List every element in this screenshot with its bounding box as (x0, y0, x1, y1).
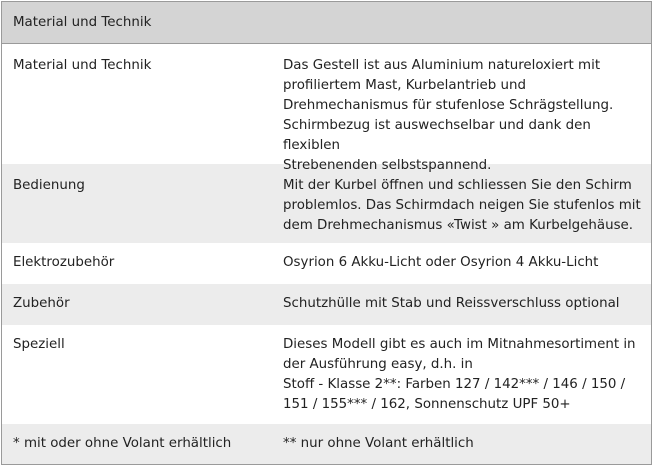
row-label: Zubehör (13, 296, 70, 311)
footnote-no-volant: ** nur ohne Volant erhältlich (283, 436, 474, 451)
table-row (2, 243, 651, 284)
row-label: Elektrozubehör (13, 255, 115, 270)
row-label: Speziell (13, 337, 65, 352)
row-label: Material und Technik (13, 58, 152, 73)
table-row (2, 44, 651, 173)
footnote-volant: * mit oder ohne Volant erhältlich (13, 436, 232, 451)
table-header-row (2, 2, 651, 44)
row-value: Schutzhülle mit Stab und Reissverschluss optional (283, 296, 620, 311)
row-label: Bedienung (13, 178, 85, 193)
specification-table (1, 1, 652, 465)
row-value: Das Gestell ist aus Aluminium natureloxiert mit profiliertem Mast, Kurbelantrieb und Drehmechanismus für stufenlose Schrägstellung. Schirmbezug ist auswechselbar und dank den flexiblen Strebenenden selbstspannend. (283, 58, 614, 173)
table-row (2, 164, 651, 243)
row-value: Osyrion 6 Akku-Licht oder Osyrion 4 Akku-Licht (283, 255, 599, 270)
table-footer-row (2, 424, 651, 464)
table-row (2, 284, 651, 325)
row-value: Mit der Kurbel öffnen und schliessen Sie den Schirm problemlos. Das Schirmdach neigen Sie stufenlos mit dem Drehmechanismus «Twist » am Kurbelgehäuse. (283, 178, 641, 233)
row-value: Dieses Modell gibt es auch im Mitnahmesortiment in der Ausführung easy, d.h. in Stoff - Klasse 2**: Farben 127 / 142*** / 146 / 150 / 151 / 155*** / 162, Sonnenschutz UPF 50+ (283, 337, 636, 412)
table-header-title: Material und Technik (13, 15, 152, 30)
table-row (2, 325, 651, 424)
